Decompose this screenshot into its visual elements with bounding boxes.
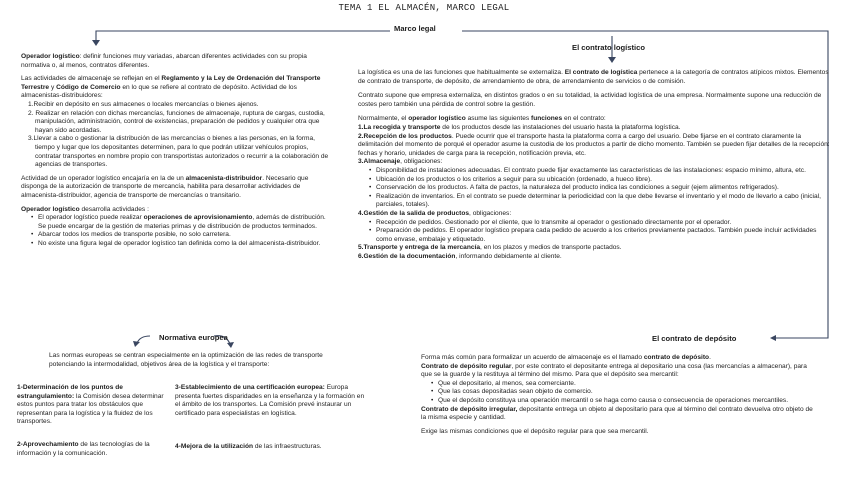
logistico-column [358,69,830,261]
logistico-paragraph-2: Contrato supone que empresa externaliza, en distintos grados o en su totalidad, la actividad logística de una empresa. Normalmente supone una reducción de costes pero también una pérdida de control sobre la gestión. [358,92,822,108]
left-paragraph-1: Operador logístico: definir funciones muy variadas, abarcan diferentes actividades con su propia normativa o, al menos, contratos diferentes. [21,53,307,69]
funcion-5: 5.Transporte y entrega de la mercancía, en los plazos y medios de transporte pactados. [358,244,622,252]
deposito-column [421,354,816,436]
deposito-paragraph-1: Forma más común para formalizar un acuerdo de almacenaje es el llamado contrato de depósito. [421,354,711,361]
almacenistas-list [21,101,334,170]
deposito-paragraph-3: Contrato de depósito irregular, depositante entrega un objeto al depositario para que al término del contrato devuelva otro objeto de la misma especie y cantidad. [421,405,813,422]
list-item: • No existe una figura legal de operador logístico tan definida como la del almacenista-distribuidor. [31,240,334,249]
funcion-4: 4.Gestión de la salida de productos, obligaciones: [358,209,512,217]
arrow-left-deposito [770,335,776,341]
deposito-paragraph-4: Exige las mismas condiciones que el depósito regular para que sea mercantil. [421,427,649,435]
left-paragraph-4: Operador logístico desarrolla actividades : [21,205,149,213]
arrow-normativa-right [227,342,234,348]
europe-item-4: 4-Mejora de la utilización de las infraestructuras. [175,443,322,450]
heading-normativa-europea: Normativa europea [159,333,228,342]
funcion-6: 6.Gestión de la documentación, informando debidamente al cliente. [358,252,562,260]
heading-contrato-deposito: El contrato de depósito [652,334,737,343]
europe-item-3: 3-Establecimiento de una certificación europea: Europa presenta fuertes disparidades en la enseñanza y la formación en el ámbito de los transportes. La Comisión prevé instaurar un certificado para especialistas en logística. [175,384,365,417]
list-item: 3.Llevar a cabo o gestionar la distribución de las mercancías o bienes a las personas, en la forma, tiempo y lugar que los depositantes determinen, para lo que podrán utilizar vehículos propios, contratar transportes en nombre propio con transportistas autorizados o recurrir a la colaboración de agencias de transportes. [28,135,329,169]
list-item: • Que el depositario, al menos, sea comerciante. [431,380,816,389]
list-item: • Abarcar todos los medios de transporte posible, no solo carretera. [31,231,334,240]
europe-item-1: 1-Determinación de los puntos de estrangulamiento: la Comisión desea determinar estos puntos para tratar los obstáculos que representan para la logística y la fluidez de los transportes. [17,384,164,426]
salida-list [358,219,830,245]
list-item: • Preparación de pedidos. El operador logístico prepara cada pedido de acuerdo a los criterios previamente pactados. También puede incluir actividades como envase, embalaje y etiquetado. [369,227,830,244]
europe-intro: Las normas europeas se centran especialmente en la optimización de las redes de transporte potenciando la intermodalidad, objetivos área de la logística y el transporte: [49,352,323,368]
heading-marco-legal: Marco legal [394,24,436,33]
list-item: • Disponibilidad de instalaciones adecuadas. El contrato puede fijar exactamente las características de las instalaciones: espacio mínimo, altura, etc. [369,167,830,176]
arrow-down-logistico [608,57,616,63]
funcion-1: 1.La recogida y transporte de los productos desde las instalaciones del usuario hasta la plataforma logística. [358,123,681,131]
page-title: TEMA 1 EL ALMACÉN, MARCO LEGAL [338,3,510,13]
europe-item-2: 2-Aprovechamiento de las tecnologías de la información y la comunicación. [17,441,150,457]
list-item: • El operador logístico puede realizar operaciones de aprovisionamiento, además de distribución. Se puede encargar de la gestión de materias primas y de distribución de productos terminados. [31,214,334,231]
list-item: 2. Realizar en relación con dichas mercancías, funciones de almacenaje, ruptura de cargas, custodia, manipulación, administración, control de existencias, preparación de pedidos y cualquier otra que hayan sido acordadas. [28,109,325,134]
arrow-normativa-left [133,341,140,347]
list-item: • Recepción de pedidos. Gestionado por el cliente, que lo transmite al operador o gestionado directamente por el operador. [369,219,830,228]
list-item: • Que las cosas depositadas sean objeto de comercio. [431,388,816,397]
arrow-down-left [92,40,100,46]
logistico-paragraph-1: La logística es una de las funciones que habitualmente se externaliza. El contrato de logística pertenece a la categoría de contratos atípicos mixtos. Elementos de contrato de transporte, de depósito, de arrendamiento de obra, de arrendamiento de servicios o de comisión. [358,69,829,85]
funcion-2: 2.Recepción de los productos. Puede ocurrir que el transporte hasta la plataforma corra a cargo del usuario. Debe fijarse en el contrato claramente la delimitación del momento de porqué el operador asume la custodia de los productos a partir de dicho momento. También se pueden fijar detalles de la recepción: fechas y horario, unidades de carga para la recepción, notificación previa, etc. [358,132,830,157]
list-item: • Realización de inventarios. En el contrato se puede determinar la periodicidad con la que debe llevarse el inventario y el modo de llevarlo a cabo (inicial, parciales, totales). [369,193,830,210]
list-item: • Ubicación de los productos o los criterios a seguir para su ubicación (ordenado, a hueco libre). [369,176,830,185]
list-item: • Conservación de los productos. A falta de pactos, la naturaleza del producto indica las condiciones a seguir (ejem alimentos refrigerados). [369,184,830,193]
list-item: • Que el depósito constituya una operación mercantil o se haga como causa o consecuencia de operaciones mercantiles. [431,397,816,406]
logistico-paragraph-3: Normalmente, el operador logístico asume las siguientes funciones en el contrato: [358,115,606,123]
deposito-paragraph-2: Contrato de depósito regular, por este contrato el depositante entrega al depositario una cosa (las mercancías a almacenar), para que se la guarde y la restituya al término del mismo. Para que el depósito sea mercantil: [421,362,807,379]
mercantil-list [421,380,816,406]
funcion-3: 3.Almacenaje, obligaciones: [358,158,443,166]
heading-contrato-logistico: El contrato logístico [572,43,645,52]
left-paragraph-3: Actividad de un operador logístico encajaría en la de un almacenista-distribuidor. Necesario que disponga de la autorización de transporte de mercancía, habilita para desarrollar actividades de almacenista-distribuidor, agencia de transporte de mercancías o transitario. [21,174,309,199]
list-item: 1.Recibir en depósito en sus almacenes o locales mercancías o bienes ajenos. [28,100,259,108]
left-column [21,53,334,248]
left-paragraph-2: Las actividades de almacenaje se reflejan en el Reglamento y la Ley de Ordenación del Transporte Terrestre y Código de Comercio en lo que se refiere al contrato de depósito. Actividad de los almacenistas-distribuidores: [21,75,321,100]
almacenaje-list [358,167,830,210]
operador-list [21,214,334,248]
